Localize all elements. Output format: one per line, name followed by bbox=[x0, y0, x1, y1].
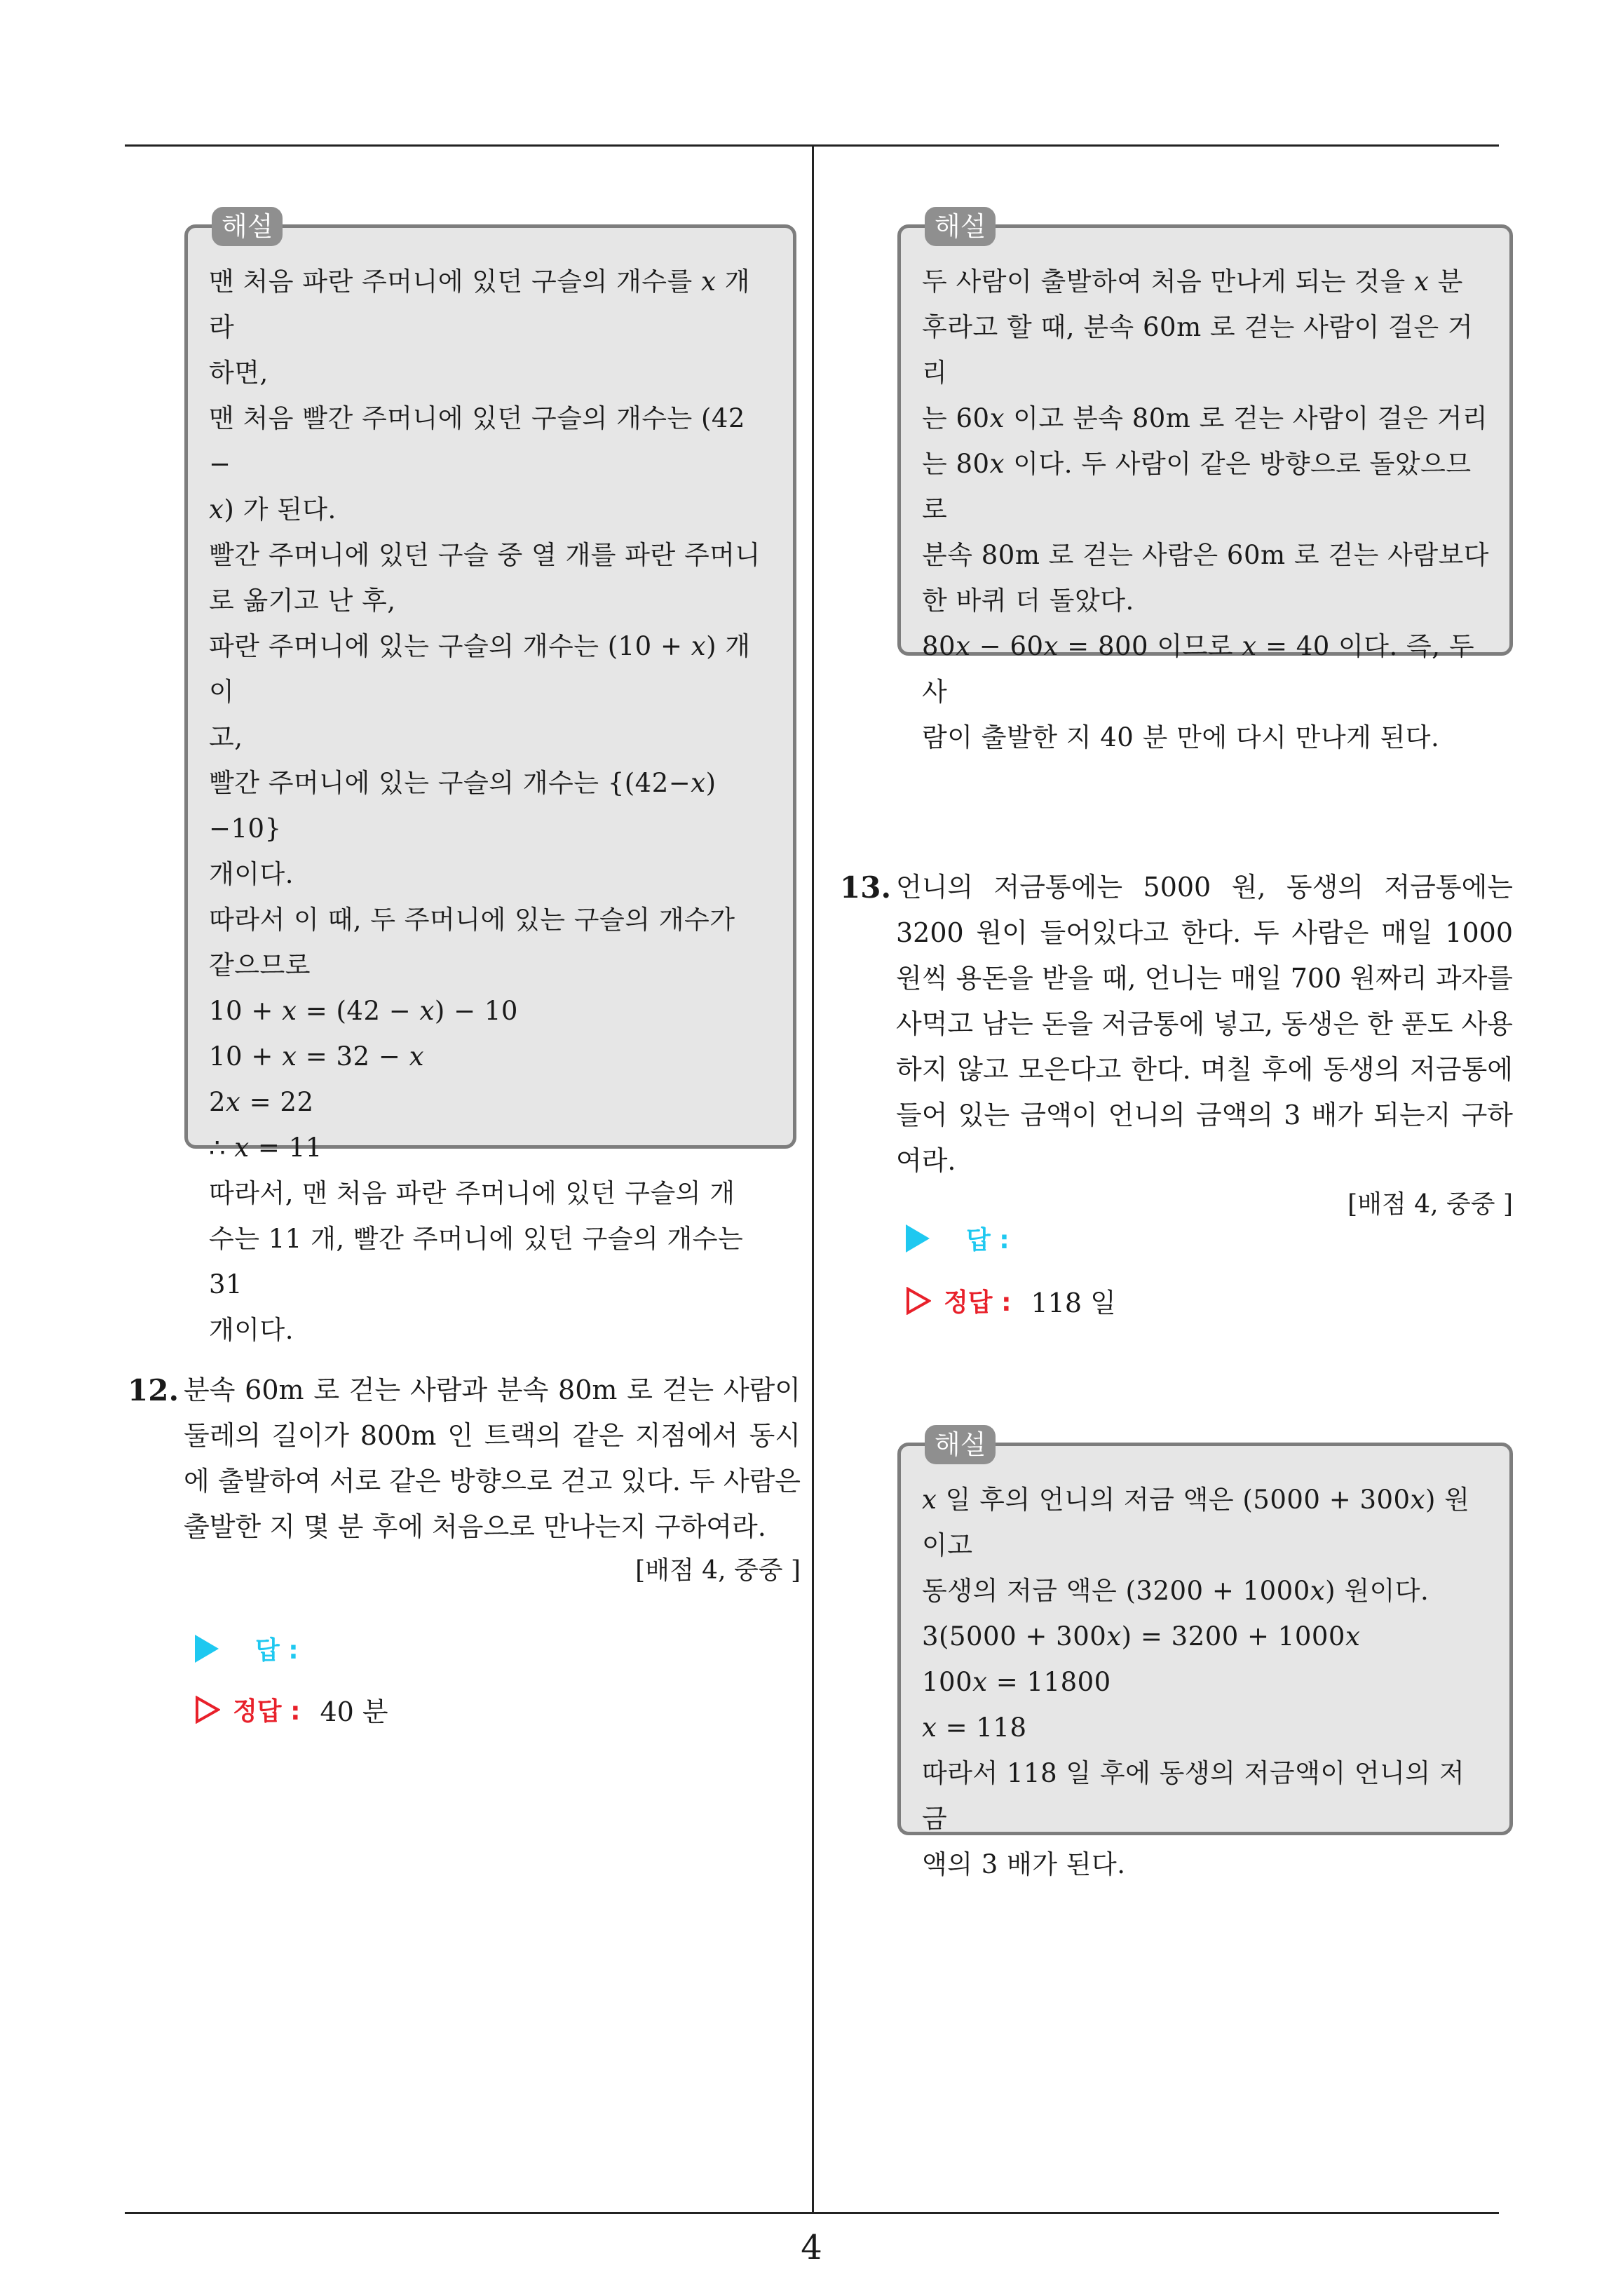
problem-number: 12. bbox=[128, 1373, 179, 1407]
problem-number: 13. bbox=[840, 870, 892, 905]
correct-row-12 bbox=[195, 1690, 388, 1729]
triangle-outline-icon bbox=[906, 1287, 931, 1315]
solution-line: 따라서 118 일 후에 동생의 저금액이 언니의 저금 bbox=[922, 1758, 1465, 1834]
solution-line: 파란 주머니에 있는 구슬의 개수는 (10 + 𝑥) 개이 bbox=[209, 631, 751, 707]
solution-line: 로 옮기고 난 후, bbox=[209, 586, 396, 616]
correct-value: 40 분 bbox=[320, 1696, 388, 1727]
correct-value: 118 일 bbox=[1031, 1288, 1116, 1318]
triangle-outline-icon bbox=[195, 1696, 220, 1724]
solution-tab: 해설 bbox=[925, 207, 996, 246]
solution-line: 맨 처음 파란 주머니에 있던 구슬의 개수를 𝑥 개라 bbox=[209, 266, 750, 342]
answer-row-13 bbox=[906, 1220, 1010, 1256]
bottom-rule bbox=[125, 2212, 1499, 2214]
solution-line: ∴ 𝑥 = 11 bbox=[209, 1133, 322, 1163]
solution-line: 개이다. bbox=[209, 859, 294, 889]
problem-text: 언니의 저금통에는 5000 원, 동생의 저금통에는 3200 원이 들어있다고 한다. 두 사람은 매일 1000 원씩 용돈을 받을 때, 언니는 매일 700 원짜리 과자를 사먹고 남는 돈을 저금통에 넣고, 동생은 한 푼도 사용하지 않고 모은다고 한다. 며칠 후에 동생의 저금통에 들어 있는 금액이 언니의 금액의 3 배가 되는지 구하여라. bbox=[896, 872, 1513, 1176]
solution-line: 같으므로 bbox=[209, 950, 311, 980]
solution-tab: 해설 bbox=[212, 207, 283, 246]
solution-box-12 bbox=[897, 211, 1513, 752]
solution-line: 수는 11 개, 빨간 주머니에 있던 구슬의 개수는 31 bbox=[209, 1224, 744, 1299]
correct-row-13 bbox=[906, 1281, 1116, 1320]
solution-line: 한 바퀴 더 돌았다. bbox=[922, 586, 1134, 616]
solution-line: 빨간 주머니에 있던 구슬 중 열 개를 파란 주머니 bbox=[209, 540, 761, 570]
answer-label: 답 : bbox=[255, 1636, 299, 1665]
problem-score: [배점 4, 중중 ] bbox=[1347, 1190, 1513, 1219]
solution-line: 빨간 주머니에 있는 구슬의 개수는 {(42−𝑥)−10} bbox=[209, 768, 717, 844]
solution-line: 동생의 저금 액은 (3200 + 1000𝑥) 원이다. bbox=[922, 1576, 1430, 1606]
problem-text: 분속 60m 로 걷는 사람과 분속 80m 로 걷는 사람이 둘레의 길이가 800m 인 트랙의 같은 지점에서 동시에 출발하여 서로 같은 방향으로 걷고 있다. 두 사람은 출발한 지 몇 분 후에 처음으로 만나는지 구하여라. bbox=[184, 1375, 801, 1542]
solution-line: 2𝑥 = 22 bbox=[209, 1087, 314, 1117]
solution-line: 분속 80m 로 걷는 사람은 60m 로 걷는 사람보다 bbox=[922, 540, 1490, 570]
solution-line: 고, bbox=[209, 722, 243, 752]
solution-line: 는 60𝑥 이고 분속 80m 로 걷는 사람이 걸은 거리 bbox=[922, 403, 1488, 433]
solution-lines bbox=[922, 259, 1490, 760]
solution-line: 𝑥 = 118 bbox=[922, 1713, 1027, 1743]
solution-line: 후라고 할 때, 분속 60m 로 걷는 사람이 걸은 거리 bbox=[922, 312, 1474, 388]
correct-label: 정답 : bbox=[944, 1288, 1012, 1317]
answer-row-12 bbox=[195, 1630, 299, 1666]
play-triangle-icon bbox=[195, 1635, 219, 1663]
solution-line: 람이 출발한 지 40 분 만에 다시 만나게 된다. bbox=[922, 722, 1440, 752]
solution-line: 는 80𝑥 이다. 두 사람이 같은 방향으로 돌았으므로 bbox=[922, 449, 1472, 525]
page-number: 4 bbox=[801, 2228, 822, 2267]
solution-line: 80𝑥 − 60𝑥 = 800 이므로 𝑥 = 40 이다. 즉, 두 사 bbox=[922, 631, 1475, 707]
solution-line: 맨 처음 빨간 주머니에 있던 구슬의 개수는 (42 − bbox=[209, 403, 745, 479]
solution-tab: 해설 bbox=[925, 1425, 996, 1464]
solution-line: 따라서 이 때, 두 주머니에 있는 구슬의 개수가 bbox=[209, 905, 735, 935]
solution-line: 10 + 𝑥 = (42 − 𝑥) − 10 bbox=[209, 996, 518, 1026]
solution-line: 100𝑥 = 11800 bbox=[922, 1667, 1111, 1697]
solution-line: 하면, bbox=[209, 358, 269, 388]
solution-line: 따라서, 맨 처음 파란 주머니에 있던 구슬의 개 bbox=[209, 1178, 735, 1208]
solution-line: 액의 3 배가 된다. bbox=[922, 1849, 1126, 1879]
solution-line: 3(5000 + 300𝑥) = 3200 + 1000𝑥 bbox=[922, 1621, 1361, 1652]
solution-lines bbox=[922, 1477, 1490, 1887]
solution-line: 두 사람이 출발하여 처음 만나게 되는 것을 𝑥 분 bbox=[922, 266, 1463, 297]
solution-line: 𝑥) 가 된다. bbox=[209, 494, 337, 525]
problem-12 bbox=[128, 1368, 801, 1592]
play-triangle-icon bbox=[906, 1224, 930, 1252]
answer-label: 답 : bbox=[966, 1226, 1010, 1255]
correct-label: 정답 : bbox=[233, 1697, 301, 1726]
solution-box-13 bbox=[897, 1429, 1513, 1879]
solution-line: 10 + 𝑥 = 32 − 𝑥 bbox=[209, 1041, 424, 1072]
solution-line: 개이다. bbox=[209, 1315, 294, 1345]
problem-score: [배점 4, 중중 ] bbox=[635, 1556, 801, 1585]
problem-13 bbox=[840, 865, 1513, 1226]
column-divider bbox=[812, 144, 814, 2213]
solution-box-11 bbox=[184, 211, 796, 1345]
solution-line: 𝑥 일 후의 언니의 저금 액은 (5000 + 300𝑥) 원이고 bbox=[922, 1485, 1470, 1560]
solution-lines bbox=[209, 259, 773, 1353]
